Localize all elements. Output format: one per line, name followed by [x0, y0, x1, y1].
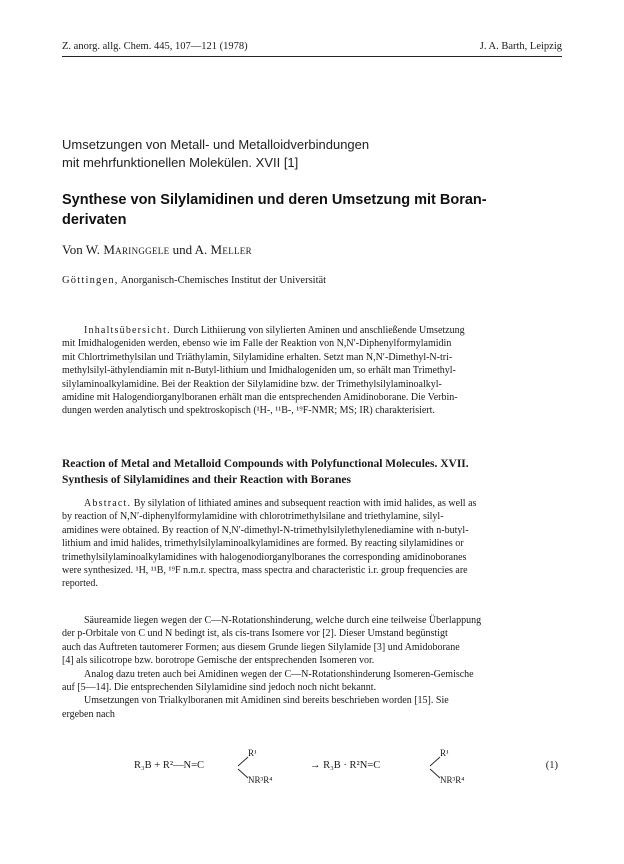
- body-line: auf [5—14]. Die entsprechenden Silylamidine sind jedoch noch nicht bekannt.: [62, 682, 377, 694]
- equation-substituent: R¹: [440, 748, 449, 758]
- article-title-line: derivaten: [62, 212, 127, 228]
- abstract-line: amidine mit Halogendiorganylboranen erhält man die entsprechenden Amidinoborane. Die Verbin-: [62, 392, 458, 404]
- abstract-line: dungen werden analytisch und spektroskopisch (¹H-, ¹¹B-, ¹⁹F-NMR; MS; IR) charakterisiert.: [62, 405, 435, 417]
- series-title: [62, 136, 562, 172]
- abstract-line: trimethylsilylaminoalkylamidines with halogenodiorganylboranes the corresponding amidinoboranes: [62, 551, 467, 563]
- series-title-line: Umsetzungen von Metall- und Metalloidverbindungen: [62, 137, 370, 152]
- abstract-line: mit Imidhalogeniden werden, ebenso wie im Falle der Reaktion von N,N′-Diphenylformylamidin: [62, 338, 452, 350]
- equation-substituent: NR³R⁴: [248, 775, 273, 785]
- article-title: [62, 190, 562, 230]
- equation-substituent: R¹: [248, 748, 257, 758]
- equation-1: [62, 748, 562, 788]
- abstract-line: amidines were obtained. By reaction of N,N′-dimethyl-N-trimethylsilylethylenediamine with n-butyl-: [62, 524, 469, 536]
- affiliation-institute: Anorganisch-Chemisches Institut der Universität: [120, 275, 327, 286]
- body-line: Umsetzungen von Trialkylboranen mit Amidinen sind bereits beschrieben worden [15]. Sie: [84, 695, 449, 707]
- abstract-line: reported.: [62, 578, 98, 590]
- equation-number: (1): [545, 760, 558, 771]
- abstract-german: [62, 324, 562, 418]
- abstract-heading: Abstract.: [84, 498, 132, 509]
- series-title-line: mit mehrfunktionellen Molekülen. XVII [1]: [62, 155, 299, 170]
- abstract-english: [62, 497, 562, 591]
- english-title-line: Reaction of Metal and Metalloid Compounds with Polyfunctional Molecules. XVII.: [62, 458, 469, 470]
- abstract-line-text: Durch Lithiierung von silylierten Aminen und anschließende Umsetzung: [173, 325, 465, 336]
- abstract-line: by reaction of N,N′-diphenylformylamidine with chlorotrimethylsilane and triethylamine, silyl-: [62, 511, 444, 523]
- publisher: J. A. Barth, Leipzig: [479, 41, 562, 52]
- english-title: [62, 457, 572, 488]
- abstract-line: [62, 497, 562, 510]
- header-rule: [62, 56, 562, 57]
- equation-product: → R₃B · R²N=C: [310, 760, 381, 771]
- abstract-line: [62, 324, 562, 337]
- body-line: auch das Auftreten tautomerer Formen; aus diesem Grunde liegen Silylamide [3] und Amidoborane: [62, 641, 460, 653]
- affiliation: [62, 274, 562, 288]
- authors-prefix: Von W.: [62, 242, 101, 257]
- abstract-heading: Inhaltsübersicht.: [84, 325, 171, 336]
- authors: [62, 241, 562, 259]
- equation-substituent: NR³R⁴: [440, 775, 465, 785]
- body-line: Säureamide liegen wegen der C—N-Rotationshinderung, welche durch eine teilweise Überlappung: [84, 615, 482, 626]
- abstract-line: lithium and imid halides, trimethylsilylaminoalkylamidines are formed. By reacting silylamidines or: [62, 538, 464, 550]
- journal-citation: Z. anorg. allg. Chem. 445, 107—121 (1978): [62, 41, 248, 52]
- running-header: [62, 40, 562, 54]
- article-title-line: Synthese von Silylamidinen und deren Umsetzung mit Boran-: [62, 192, 487, 208]
- body-line: [4] als silicotrope bzw. borotrope Gemische der entsprechenden Isomeren vor.: [62, 655, 375, 667]
- abstract-line: mit Chlortrimethylsilan und Triäthylamin, Silylamidine erhalten. Setzt man N,N′-Dimethyl-N-tri-: [62, 351, 453, 363]
- english-title-line: Synthesis of Silylamidines and their Reaction with Boranes: [62, 473, 351, 486]
- author-name: Meller: [210, 242, 252, 257]
- body-text: [62, 614, 562, 721]
- authors-conjunction: und A.: [172, 242, 208, 257]
- abstract-line: were synthesized. ¹H, ¹¹B, ¹⁹F n.m.r. spectra, mass spectra and characteristic i.r. group frequencies are: [62, 565, 468, 577]
- abstract-line: silylaminoalkylamidine. Bei der Reaktion der Silylamidine bzw. der Trimethylsilylaminoalkyl-: [62, 378, 442, 390]
- abstract-line-text: By silylation of lithiated amines and subsequent reaction with imid halides, as well as: [133, 498, 477, 509]
- author-name: Maringgele: [103, 242, 170, 257]
- body-line: Analog dazu treten auch bei Amidinen wegen der C—N-Rotationshinderung Isomeren-Gemische: [84, 668, 474, 680]
- affiliation-city: Göttingen,: [62, 275, 119, 286]
- body-line: ergeben nach: [62, 708, 115, 720]
- abstract-line: methylsilyl-äthylendiamin mit n-Butyl-lithium und Imidhalogeniden um, so erhält man Trimethyl-: [62, 365, 456, 377]
- equation-left: R₃B + R²—N=C: [134, 760, 204, 771]
- body-line: der p-Orbitale von C und N bedingt ist, als cis-trans Isomere vor [2]. Dieser Umstand begünstigt: [62, 628, 448, 640]
